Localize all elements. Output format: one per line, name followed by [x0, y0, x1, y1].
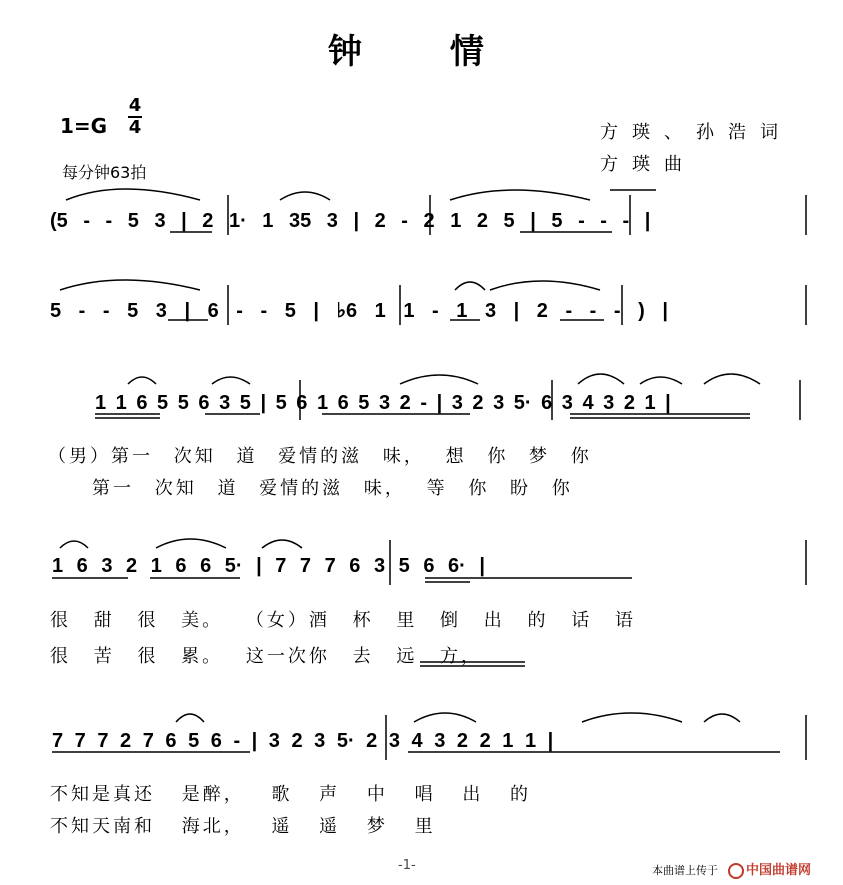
slur: [704, 374, 760, 384]
slur: [280, 192, 330, 200]
slur: [128, 377, 156, 384]
site-logo-mark: [728, 863, 744, 879]
slur: [490, 281, 600, 290]
slur: [176, 714, 204, 722]
site-logo: [728, 859, 811, 879]
lyric-row-4-verse-1: 很 甜 很 美。 （女）酒 杯 里 倒 出 的 话 语: [50, 610, 636, 631]
lyric-row-5-verse-2: 不知天南和 海北， 遥 遥 梦 里: [50, 816, 436, 837]
slur: [640, 377, 682, 384]
slur: [578, 374, 624, 384]
slur: [60, 280, 200, 290]
slur: [400, 375, 478, 384]
score-row-3: 1 1 6 5 5 6 3 5 | 5 6 1 6 5 3 2 - | 3 2 3 5· 6 3 4 3 2 1 |: [95, 392, 671, 414]
lyric-row-5-verse-1: 不知是真还 是醉， 歌 声 中 唱 出 的: [50, 784, 532, 805]
time-sig-bottom: 4: [128, 117, 142, 138]
tempo-marking: 每分钟63拍: [62, 163, 147, 182]
upload-note: 本曲谱上传于: [652, 864, 718, 877]
composer-credit: 方瑛曲: [600, 154, 696, 175]
time-sig-top: 4: [128, 95, 142, 116]
slur: [156, 539, 226, 548]
score-row-1: (5 - - 5 3 | 2 1· 1 35 3 | 2 - 2 1 2 5 | 5 - - - |: [50, 210, 651, 232]
slur: [212, 377, 250, 384]
slur: [60, 541, 88, 548]
slur: [455, 282, 485, 290]
lyric-row-3-verse-2: 第一 次知 道 爱情的滋 味， 等 你 盼 你: [92, 478, 573, 499]
lyric-row-4-verse-2: 很 苦 很 累。 这一次你 去 远 方，: [50, 646, 483, 667]
slur: [582, 713, 682, 722]
score-row-2: 5 - - 5 3 | 6 - - 5 | ♭6 1 1 - 1 3 | 2 - - - ) |: [50, 300, 668, 322]
slur: [450, 190, 590, 200]
slur: [704, 714, 740, 722]
page-title: 钟 情: [328, 32, 522, 72]
slur: [66, 189, 200, 200]
site-name: 中国曲谱网: [746, 863, 812, 878]
score-row-5: 7 7 7 2 7 6 5 6 - | 3 2 3 5· 2 3 4 3 2 2 1 1 |: [52, 730, 554, 752]
lyric-row-3-verse-1: （男）第一 次知 道 爱情的滋 味， 想 你 梦 你: [48, 446, 592, 467]
key-label: 1=G: [60, 114, 108, 138]
page-number: -1-: [398, 858, 416, 873]
slur: [262, 540, 302, 548]
slur: [414, 713, 476, 722]
score-row-4: 1 6 3 2 1 6 6 5· | 7 7 7 6 3 5 6 6· |: [52, 555, 485, 577]
lyricist-credit: 方瑛、孙浩词: [600, 122, 792, 143]
